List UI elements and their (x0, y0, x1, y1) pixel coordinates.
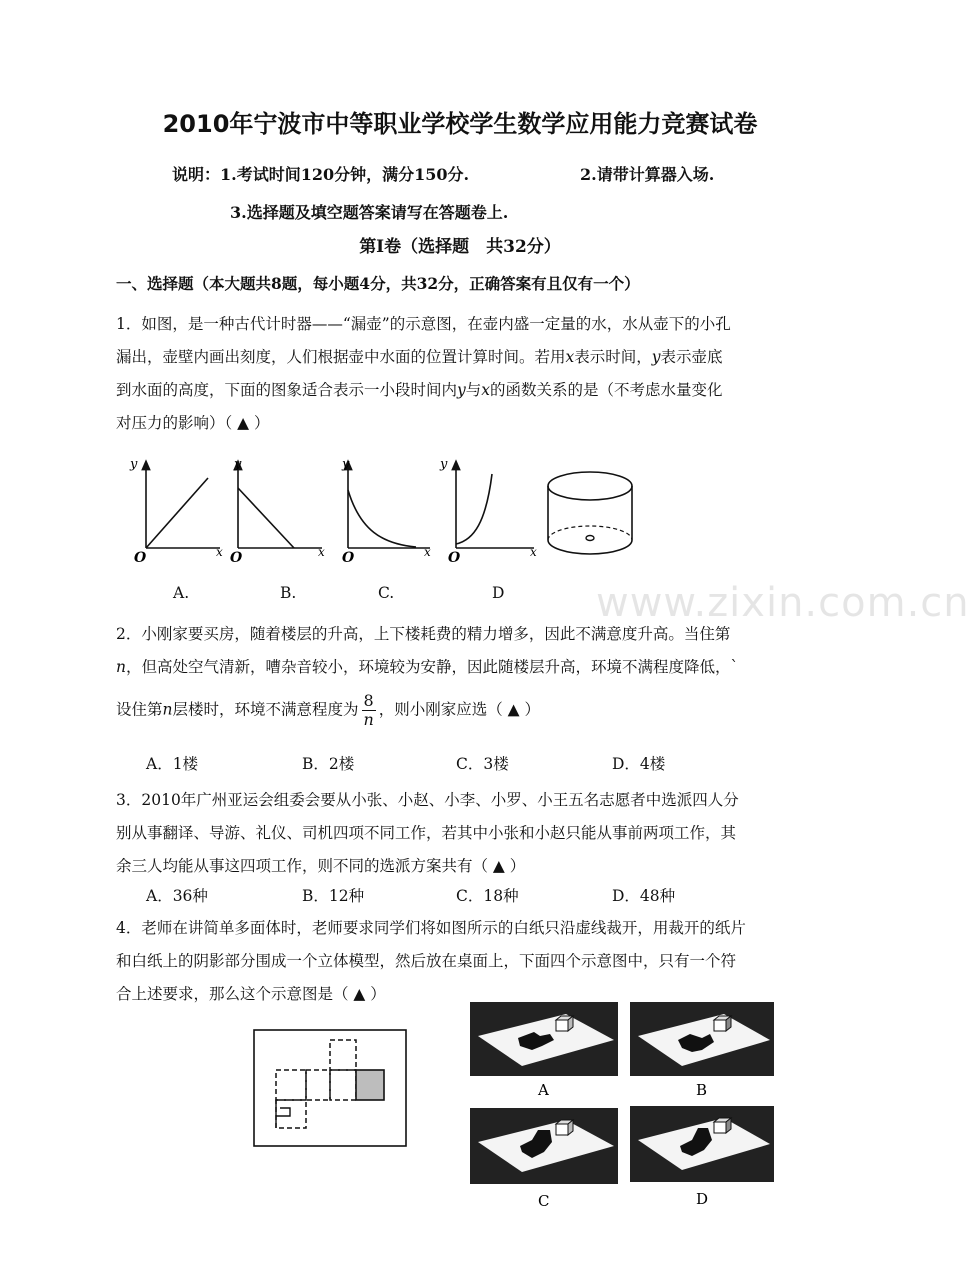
q2-option-a: A．1楼 (146, 755, 199, 773)
graph-c-curve (348, 490, 416, 547)
graph-c-x-label: x (424, 545, 431, 559)
q3-option-d: D．48种 (612, 887, 676, 905)
graph-a (129, 457, 223, 566)
q1-line-1: 1．如图，是一种古代计时器——“漏壶”的示意图，在壶内盛一定量的水，水从壶下的小孔 (116, 315, 731, 333)
photo-a (470, 1002, 618, 1099)
photo-b-label: B (696, 1081, 708, 1099)
page-title: 2010年宁波市中等职业学校学生数学应用能力竞赛试卷 (162, 110, 758, 138)
watermark: www.zixin.com.cn (596, 580, 970, 626)
section-title: 第Ⅰ卷（选择题 共32分） (359, 237, 561, 257)
question-4 (116, 912, 812, 1011)
q3-line-3: 余三人均能从事这四项工作，则不同的选派方案共有（ ▲ ） (116, 857, 526, 875)
photo-d-label: D (696, 1190, 709, 1208)
graph-a-y-label: y (130, 457, 138, 472)
graph-d-y-label: y (440, 457, 448, 472)
graph-b (230, 457, 325, 566)
q2-option-c: C．3楼 (456, 755, 509, 773)
note-3: 3.选择题及填空题答案请写在答题卷上. (230, 203, 509, 222)
q2-option-d: D．4楼 (612, 755, 666, 773)
graph-c-y-label: y (342, 457, 350, 472)
q1-option-c: C. (378, 584, 395, 602)
q4-photo-options (470, 1000, 774, 1210)
photo-c (470, 1108, 618, 1210)
graph-d-origin: O (448, 550, 461, 566)
q1-option-b: B. (280, 584, 297, 602)
graph-b-origin: O (230, 550, 243, 566)
q2-option-b: B．2楼 (302, 755, 355, 773)
q3-line-2: 别从事翻译、导游、礼仪、司机四项不同工作，若其中小张和小赵只能从事前两项工作，其 (116, 824, 737, 842)
graph-c-origin: O (342, 550, 355, 566)
note-2: 2.请带计算器入场. (580, 165, 715, 184)
graph-d-curve (456, 474, 492, 544)
small-hole (586, 536, 594, 541)
question-1 (116, 308, 812, 440)
graph-a-curve (146, 478, 208, 548)
q4-line-1: 4．老师在讲简单多面体时，老师要求同学们将如图所示的白纸只沿虚线裁开，用裁开的纸片 (116, 919, 746, 937)
notes-label: 说明： (172, 165, 221, 184)
q1-graphs (120, 450, 640, 570)
q1-option-d: D (492, 584, 505, 602)
q3-option-b: B．12种 (302, 887, 365, 905)
q4-line-3: 合上述要求，那么这个示意图是（ ▲ ） (116, 985, 386, 1003)
graph-b-y-label: y (234, 457, 242, 472)
graph-b-curve (238, 488, 294, 548)
q2-line-1: 2．小刚家要买房，随着楼层的升高，上下楼耗费的精力增多，因此不满意度升高。当住第 (116, 625, 731, 643)
q1-line-2: 漏出，壶壁内画出刻度，人们根据壶中水面的位置计算时间。若用x表示时间，y表示壶底 (116, 348, 723, 366)
q3-option-c: C．18种 (456, 887, 519, 905)
graph-d-x-label: x (530, 545, 537, 559)
photo-b (630, 1002, 774, 1099)
graph-d (439, 457, 537, 566)
q3-option-a: A．36种 (146, 887, 208, 905)
shaded-square (356, 1070, 384, 1100)
q4-line-2: 和白纸上的阴影部分围成一个立体模型，然后放在桌面上，下面四个示意图中，只有一个符 (116, 952, 737, 970)
graph-a-x-label: x (216, 545, 223, 559)
graph-b-x-label: x (318, 545, 325, 559)
graph-c (341, 457, 431, 566)
water-clock-figure (548, 472, 632, 554)
q1-option-a: A. (173, 584, 190, 602)
q1-line-4: 对压力的影响）（ ▲ ） (116, 414, 270, 432)
q2-line-2: n，但高处空气清新，嘈杂音较小，环境较为安静，因此随楼层升高，环境不满程度降低，` (116, 658, 739, 676)
photo-c-label: C (538, 1192, 550, 1210)
photo-d (630, 1106, 774, 1208)
graph-a-origin: O (134, 550, 147, 566)
photo-a-label: A (538, 1081, 549, 1099)
paper-net-figure (252, 1028, 408, 1148)
note-1: 1.考试时间120分钟，满分150分. (220, 165, 470, 184)
q2-line-3: 设住第n层楼时，环境不满意程度为 $\frac{8}{n}$ ，则小刚家应选（ ▲ ） (116, 691, 540, 729)
fraction-8-over-n: $\frac{8}{n}$ (363, 691, 374, 729)
section-heading: 一、选择题（本大题共8题，每小题4分，共32分，正确答案有且仅有一个） (116, 274, 640, 293)
question-3 (116, 784, 812, 883)
q1-line-3: 到水面的高度，下面的图象适合表示一小段时间内y与x的函数关系的是（不考虑水量变化 (116, 381, 723, 399)
q3-line-1: 3．2010年广州亚运会组委会要从小张、小赵、小李、小罗、小王五名志愿者中选派四人分 (116, 791, 739, 809)
notes-line-1 (172, 162, 469, 185)
question-2 (116, 618, 812, 729)
